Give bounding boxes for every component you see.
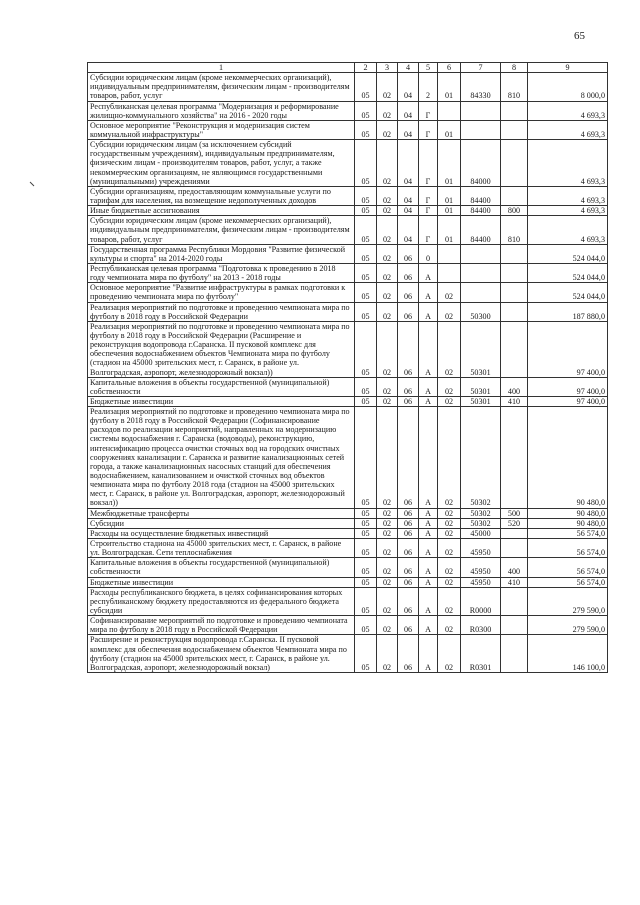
table-row bbox=[88, 558, 608, 577]
col-header-4: 4 bbox=[398, 63, 419, 73]
code-6: 02 bbox=[438, 508, 461, 518]
code-5: Г bbox=[419, 101, 438, 120]
code-6: 02 bbox=[438, 539, 461, 558]
code-6: 01 bbox=[438, 186, 461, 205]
code-8: 410 bbox=[501, 396, 528, 406]
code-6: 02 bbox=[438, 635, 461, 673]
code-2: 05 bbox=[355, 539, 377, 558]
code-5: А bbox=[419, 283, 438, 302]
table-row bbox=[88, 321, 608, 377]
code-3: 02 bbox=[377, 73, 398, 101]
table-row bbox=[88, 577, 608, 587]
row-name: Расширение и реконструкция водопровода г.Саранска. II пусковой комплекс для обеспечения водоснабжением объектов Чемпионата мира по футболу (стадион на 45000 зрительских мест, г. Саранск, в районе ул. Волгоградская, аэропорт, железнодорожный вокзал) bbox=[88, 635, 355, 673]
code-4: 06 bbox=[398, 302, 419, 321]
code-2: 05 bbox=[355, 263, 377, 282]
code-3: 02 bbox=[377, 186, 398, 205]
table-row bbox=[88, 244, 608, 263]
col-header-3: 3 bbox=[377, 63, 398, 73]
code-5: А bbox=[419, 508, 438, 518]
code-7: 84400 bbox=[461, 206, 501, 216]
code-5: А bbox=[419, 377, 438, 396]
code-7 bbox=[461, 283, 501, 302]
code-4: 06 bbox=[398, 377, 419, 396]
code-3: 02 bbox=[377, 101, 398, 120]
code-2: 05 bbox=[355, 283, 377, 302]
code-2: 05 bbox=[355, 302, 377, 321]
code-2: 05 bbox=[355, 396, 377, 406]
code-2: 05 bbox=[355, 587, 377, 615]
code-7: 50301 bbox=[461, 321, 501, 377]
table-row bbox=[88, 407, 608, 509]
code-7: 50302 bbox=[461, 518, 501, 528]
code-3: 02 bbox=[377, 283, 398, 302]
code-4: 04 bbox=[398, 216, 419, 244]
code-6: 02 bbox=[438, 396, 461, 406]
table-row bbox=[88, 587, 608, 615]
code-7: 45950 bbox=[461, 539, 501, 558]
code-8 bbox=[501, 616, 528, 635]
table-row bbox=[88, 635, 608, 673]
row-amount: 56 574,0 bbox=[528, 528, 608, 538]
code-3: 02 bbox=[377, 263, 398, 282]
col-header-8: 8 bbox=[501, 63, 528, 73]
code-5: А bbox=[419, 558, 438, 577]
col-header-1: 1 bbox=[88, 63, 355, 73]
code-7: 84330 bbox=[461, 73, 501, 101]
row-amount: 187 880,0 bbox=[528, 302, 608, 321]
row-amount: 4 693,3 bbox=[528, 120, 608, 139]
row-name: Основное мероприятие "Реконструкция и модернизация систем коммунальной инфраструктуры" bbox=[88, 120, 355, 139]
row-amount: 56 574,0 bbox=[528, 577, 608, 587]
row-amount: 8 000,0 bbox=[528, 73, 608, 101]
code-6: 02 bbox=[438, 321, 461, 377]
table-row bbox=[88, 73, 608, 101]
table-row bbox=[88, 206, 608, 216]
code-2: 05 bbox=[355, 120, 377, 139]
code-3: 02 bbox=[377, 528, 398, 538]
col-header-7: 7 bbox=[461, 63, 501, 73]
code-7: 50300 bbox=[461, 302, 501, 321]
code-8 bbox=[501, 186, 528, 205]
code-7 bbox=[461, 101, 501, 120]
code-5: А bbox=[419, 539, 438, 558]
code-4: 06 bbox=[398, 558, 419, 577]
code-4: 06 bbox=[398, 518, 419, 528]
col-header-2: 2 bbox=[355, 63, 377, 73]
code-3: 02 bbox=[377, 321, 398, 377]
row-name: Реализация мероприятий по подготовке и проведению чемпионата мира по футболу в 2018 году в Российской Федерации (Софинансирование расходов по реализации мероприятий, направленных на модернизацию системы водоснабжения г. Саранска (водоводы), реконструкцию, интенсификацию процесса очистки сточных вод на городских очистных сооружениях канализации г. Саранска и развитие канализационных сетей города, а также канализационных насосных станций для обеспечения водоснабжением, канализованием и очисткой сточных вод объектов чемпионата мира по футболу 2018 года (стадион на 45000 зрительских мест, г. Саранск, в районе ул. Волгоградская, аэропорт, железнодорожный вокзал)) bbox=[88, 407, 355, 509]
row-amount: 90 480,0 bbox=[528, 407, 608, 509]
code-4: 06 bbox=[398, 635, 419, 673]
code-4: 06 bbox=[398, 321, 419, 377]
code-5: Г bbox=[419, 186, 438, 205]
code-7: 84000 bbox=[461, 140, 501, 187]
row-name: Реализация мероприятий по подготовке и проведению чемпионата мира по футболу в 2018 году в Российской Федерации (Расширение и реконструкция водопровода г.Саранска. II пусковой комплекс для обеспечения водоснабжением объектов Чемпионата мира по футболу (стадион на 45000 зрительских мест, г. Саранск, в районе ул. Волгоградская, аэропорт, железнодорожный вокзал)) bbox=[88, 321, 355, 377]
row-amount: 4 693,3 bbox=[528, 140, 608, 187]
row-name: Республиканская целевая программа "Подготовка к проведению в 2018 году чемпионата мира по футболу" на 2013 - 2018 годы bbox=[88, 263, 355, 282]
code-8 bbox=[501, 244, 528, 263]
row-amount: 279 590,0 bbox=[528, 616, 608, 635]
row-amount: 146 100,0 bbox=[528, 635, 608, 673]
code-7: 50302 bbox=[461, 508, 501, 518]
row-amount: 97 400,0 bbox=[528, 321, 608, 377]
code-8: 800 bbox=[501, 206, 528, 216]
code-5: 0 bbox=[419, 244, 438, 263]
row-name: Бюджетные инвестиции bbox=[88, 396, 355, 406]
row-name: Республиканская целевая программа "Модернизация и реформирование жилищно-коммунального хозяйства" на 2016 - 2020 годы bbox=[88, 101, 355, 120]
code-4: 04 bbox=[398, 186, 419, 205]
code-8 bbox=[501, 528, 528, 538]
code-3: 02 bbox=[377, 140, 398, 187]
code-5: А bbox=[419, 577, 438, 587]
code-4: 06 bbox=[398, 539, 419, 558]
page-number: 65 bbox=[574, 30, 585, 42]
code-5: А bbox=[419, 263, 438, 282]
table-row bbox=[88, 283, 608, 302]
code-7: R0301 bbox=[461, 635, 501, 673]
row-name: Субсидии юридическим лицам (за исключением субсидий государственным учреждениям), индивидуальным предпринимателям, физическим лицам - производителям товаров, работ, услуг, а также некоммерческим организациям, не являющимся государственными (муниципальными) учреждениями bbox=[88, 140, 355, 187]
code-2: 05 bbox=[355, 321, 377, 377]
code-8: 500 bbox=[501, 508, 528, 518]
code-4: 06 bbox=[398, 508, 419, 518]
code-2: 05 bbox=[355, 73, 377, 101]
code-2: 05 bbox=[355, 616, 377, 635]
code-7: R0000 bbox=[461, 587, 501, 615]
code-3: 02 bbox=[377, 244, 398, 263]
code-4: 04 bbox=[398, 206, 419, 216]
code-6: 02 bbox=[438, 283, 461, 302]
code-5: А bbox=[419, 616, 438, 635]
table-row bbox=[88, 539, 608, 558]
code-4: 06 bbox=[398, 244, 419, 263]
code-7 bbox=[461, 120, 501, 139]
budget-table bbox=[87, 62, 608, 673]
row-amount: 56 574,0 bbox=[528, 558, 608, 577]
code-8 bbox=[501, 101, 528, 120]
table-row bbox=[88, 140, 608, 187]
code-3: 02 bbox=[377, 377, 398, 396]
code-3: 02 bbox=[377, 396, 398, 406]
code-7: 50302 bbox=[461, 407, 501, 509]
code-6: 01 bbox=[438, 140, 461, 187]
code-2: 05 bbox=[355, 508, 377, 518]
code-4: 04 bbox=[398, 120, 419, 139]
code-8 bbox=[501, 140, 528, 187]
row-name: Расходы республиканского бюджета, в целях софинансирования которых республиканскому бюджету предоставляются из федерального бюджета субсидии bbox=[88, 587, 355, 615]
row-name: Субсидии юридическим лицам (кроме некоммерческих организаций), индивидуальным предпринимателям, физическим лицам - производителям товаров, работ, услуг bbox=[88, 73, 355, 101]
row-name: Основное мероприятие "Развитие инфраструктуры в рамках подготовки к проведению чемпионата мира по футболу" bbox=[88, 283, 355, 302]
code-7 bbox=[461, 244, 501, 263]
code-7: 45950 bbox=[461, 558, 501, 577]
table-row bbox=[88, 508, 608, 518]
code-2: 05 bbox=[355, 186, 377, 205]
code-2: 05 bbox=[355, 377, 377, 396]
code-5: А bbox=[419, 518, 438, 528]
code-6: 02 bbox=[438, 407, 461, 509]
table-row bbox=[88, 616, 608, 635]
code-5: А bbox=[419, 302, 438, 321]
code-4: 06 bbox=[398, 283, 419, 302]
code-4: 06 bbox=[398, 587, 419, 615]
code-5: Г bbox=[419, 206, 438, 216]
code-3: 02 bbox=[377, 302, 398, 321]
table-row bbox=[88, 120, 608, 139]
code-4: 04 bbox=[398, 73, 419, 101]
code-3: 02 bbox=[377, 518, 398, 528]
code-4: 06 bbox=[398, 616, 419, 635]
code-6: 01 bbox=[438, 73, 461, 101]
code-6: 02 bbox=[438, 558, 461, 577]
code-3: 02 bbox=[377, 407, 398, 509]
table-row bbox=[88, 101, 608, 120]
code-8: 400 bbox=[501, 377, 528, 396]
row-amount: 90 480,0 bbox=[528, 518, 608, 528]
row-name: Софинансирование мероприятий по подготовке и проведению чемпионата мира по футболу в 2018 году в Российской Федерации bbox=[88, 616, 355, 635]
code-3: 02 bbox=[377, 635, 398, 673]
code-5: Г bbox=[419, 120, 438, 139]
table-row bbox=[88, 518, 608, 528]
row-amount: 4 693,3 bbox=[528, 206, 608, 216]
code-3: 02 bbox=[377, 539, 398, 558]
code-6: 02 bbox=[438, 528, 461, 538]
code-3: 02 bbox=[377, 508, 398, 518]
row-amount: 279 590,0 bbox=[528, 587, 608, 615]
code-7: 50301 bbox=[461, 377, 501, 396]
code-7: 84400 bbox=[461, 186, 501, 205]
code-2: 05 bbox=[355, 635, 377, 673]
code-8 bbox=[501, 321, 528, 377]
code-4: 06 bbox=[398, 263, 419, 282]
row-name: Межбюджетные трансферты bbox=[88, 508, 355, 518]
row-amount: 97 400,0 bbox=[528, 396, 608, 406]
code-8: 810 bbox=[501, 216, 528, 244]
table-row bbox=[88, 216, 608, 244]
code-8 bbox=[501, 283, 528, 302]
code-5: А bbox=[419, 587, 438, 615]
code-4: 06 bbox=[398, 396, 419, 406]
table-row bbox=[88, 186, 608, 205]
code-5: Г bbox=[419, 216, 438, 244]
row-name: Реализация мероприятий по подготовке и проведению чемпионата мира по футболу в 2018 году в Российской Федерации bbox=[88, 302, 355, 321]
code-2: 05 bbox=[355, 101, 377, 120]
code-8 bbox=[501, 263, 528, 282]
code-5: А bbox=[419, 635, 438, 673]
row-amount: 97 400,0 bbox=[528, 377, 608, 396]
row-name: Капитальные вложения в объекты государственной (муниципальной) собственности bbox=[88, 377, 355, 396]
code-3: 02 bbox=[377, 577, 398, 587]
code-3: 02 bbox=[377, 587, 398, 615]
code-3: 02 bbox=[377, 216, 398, 244]
code-6 bbox=[438, 263, 461, 282]
col-header-5: 5 bbox=[419, 63, 438, 73]
row-name: Субсидии организациям, предоставляющим коммунальные услуги по тарифам для населения, на возмещение недополученных доходов bbox=[88, 186, 355, 205]
code-8 bbox=[501, 635, 528, 673]
code-8 bbox=[501, 587, 528, 615]
row-name: Субсидии bbox=[88, 518, 355, 528]
row-amount: 4 693,3 bbox=[528, 101, 608, 120]
row-name: Бюджетные инвестиции bbox=[88, 577, 355, 587]
code-7: 45950 bbox=[461, 577, 501, 587]
row-name: Государственная программа Республики Мордовия "Развитие физической культуры и спорта" на 2014-2020 годы bbox=[88, 244, 355, 263]
code-8: 520 bbox=[501, 518, 528, 528]
code-6: 01 bbox=[438, 216, 461, 244]
row-name: Капитальные вложения в объекты государственной (муниципальной) собственности bbox=[88, 558, 355, 577]
table-row bbox=[88, 302, 608, 321]
stray-mark bbox=[30, 182, 34, 186]
code-3: 02 bbox=[377, 616, 398, 635]
row-amount: 524 044,0 bbox=[528, 244, 608, 263]
row-amount: 90 480,0 bbox=[528, 508, 608, 518]
col-header-9: 9 bbox=[528, 63, 608, 73]
code-6: 02 bbox=[438, 577, 461, 587]
code-6: 02 bbox=[438, 377, 461, 396]
code-6: 02 bbox=[438, 518, 461, 528]
code-6: 02 bbox=[438, 587, 461, 615]
row-name: Субсидии юридическим лицам (кроме некоммерческих организаций), индивидуальным предпринимателям, физическим лицам - производителям товаров, работ, услуг bbox=[88, 216, 355, 244]
code-7: 45000 bbox=[461, 528, 501, 538]
table-row bbox=[88, 396, 608, 406]
header-row bbox=[88, 63, 608, 73]
table-row bbox=[88, 528, 608, 538]
row-name: Иные бюджетные ассигнования bbox=[88, 206, 355, 216]
table-row bbox=[88, 377, 608, 396]
code-2: 05 bbox=[355, 206, 377, 216]
code-5: А bbox=[419, 396, 438, 406]
code-5: А bbox=[419, 528, 438, 538]
code-5: А bbox=[419, 407, 438, 509]
row-amount: 524 044,0 bbox=[528, 263, 608, 282]
code-7: 84400 bbox=[461, 216, 501, 244]
code-2: 05 bbox=[355, 216, 377, 244]
code-2: 05 bbox=[355, 577, 377, 587]
code-7: R0300 bbox=[461, 616, 501, 635]
code-2: 05 bbox=[355, 558, 377, 577]
code-4: 06 bbox=[398, 577, 419, 587]
row-amount: 4 693,3 bbox=[528, 216, 608, 244]
table-body bbox=[88, 73, 608, 673]
code-8: 410 bbox=[501, 577, 528, 587]
code-5: 2 bbox=[419, 73, 438, 101]
code-8 bbox=[501, 120, 528, 139]
row-amount: 4 693,3 bbox=[528, 186, 608, 205]
code-7: 50301 bbox=[461, 396, 501, 406]
code-6: 02 bbox=[438, 616, 461, 635]
code-8: 810 bbox=[501, 73, 528, 101]
row-amount: 56 574,0 bbox=[528, 539, 608, 558]
code-8 bbox=[501, 407, 528, 509]
code-8 bbox=[501, 539, 528, 558]
code-6: 01 bbox=[438, 120, 461, 139]
code-2: 05 bbox=[355, 244, 377, 263]
code-5: А bbox=[419, 321, 438, 377]
code-3: 02 bbox=[377, 206, 398, 216]
code-6: 01 bbox=[438, 206, 461, 216]
row-name: Строительство стадиона на 45000 зрительских мест, г. Саранск, в районе ул. Волгоградская. Сети теплоснабжения bbox=[88, 539, 355, 558]
code-6: 02 bbox=[438, 302, 461, 321]
code-6 bbox=[438, 244, 461, 263]
code-4: 04 bbox=[398, 101, 419, 120]
code-7 bbox=[461, 263, 501, 282]
code-4: 04 bbox=[398, 140, 419, 187]
code-2: 05 bbox=[355, 528, 377, 538]
table-row bbox=[88, 263, 608, 282]
code-2: 05 bbox=[355, 407, 377, 509]
code-8: 400 bbox=[501, 558, 528, 577]
code-4: 06 bbox=[398, 407, 419, 509]
row-name: Расходы на осуществление бюджетных инвестиций bbox=[88, 528, 355, 538]
col-header-6: 6 bbox=[438, 63, 461, 73]
code-3: 02 bbox=[377, 558, 398, 577]
code-2: 05 bbox=[355, 518, 377, 528]
code-5: Г bbox=[419, 140, 438, 187]
code-6 bbox=[438, 101, 461, 120]
code-8 bbox=[501, 302, 528, 321]
code-3: 02 bbox=[377, 120, 398, 139]
code-2: 05 bbox=[355, 140, 377, 187]
code-4: 06 bbox=[398, 528, 419, 538]
row-amount: 524 044,0 bbox=[528, 283, 608, 302]
